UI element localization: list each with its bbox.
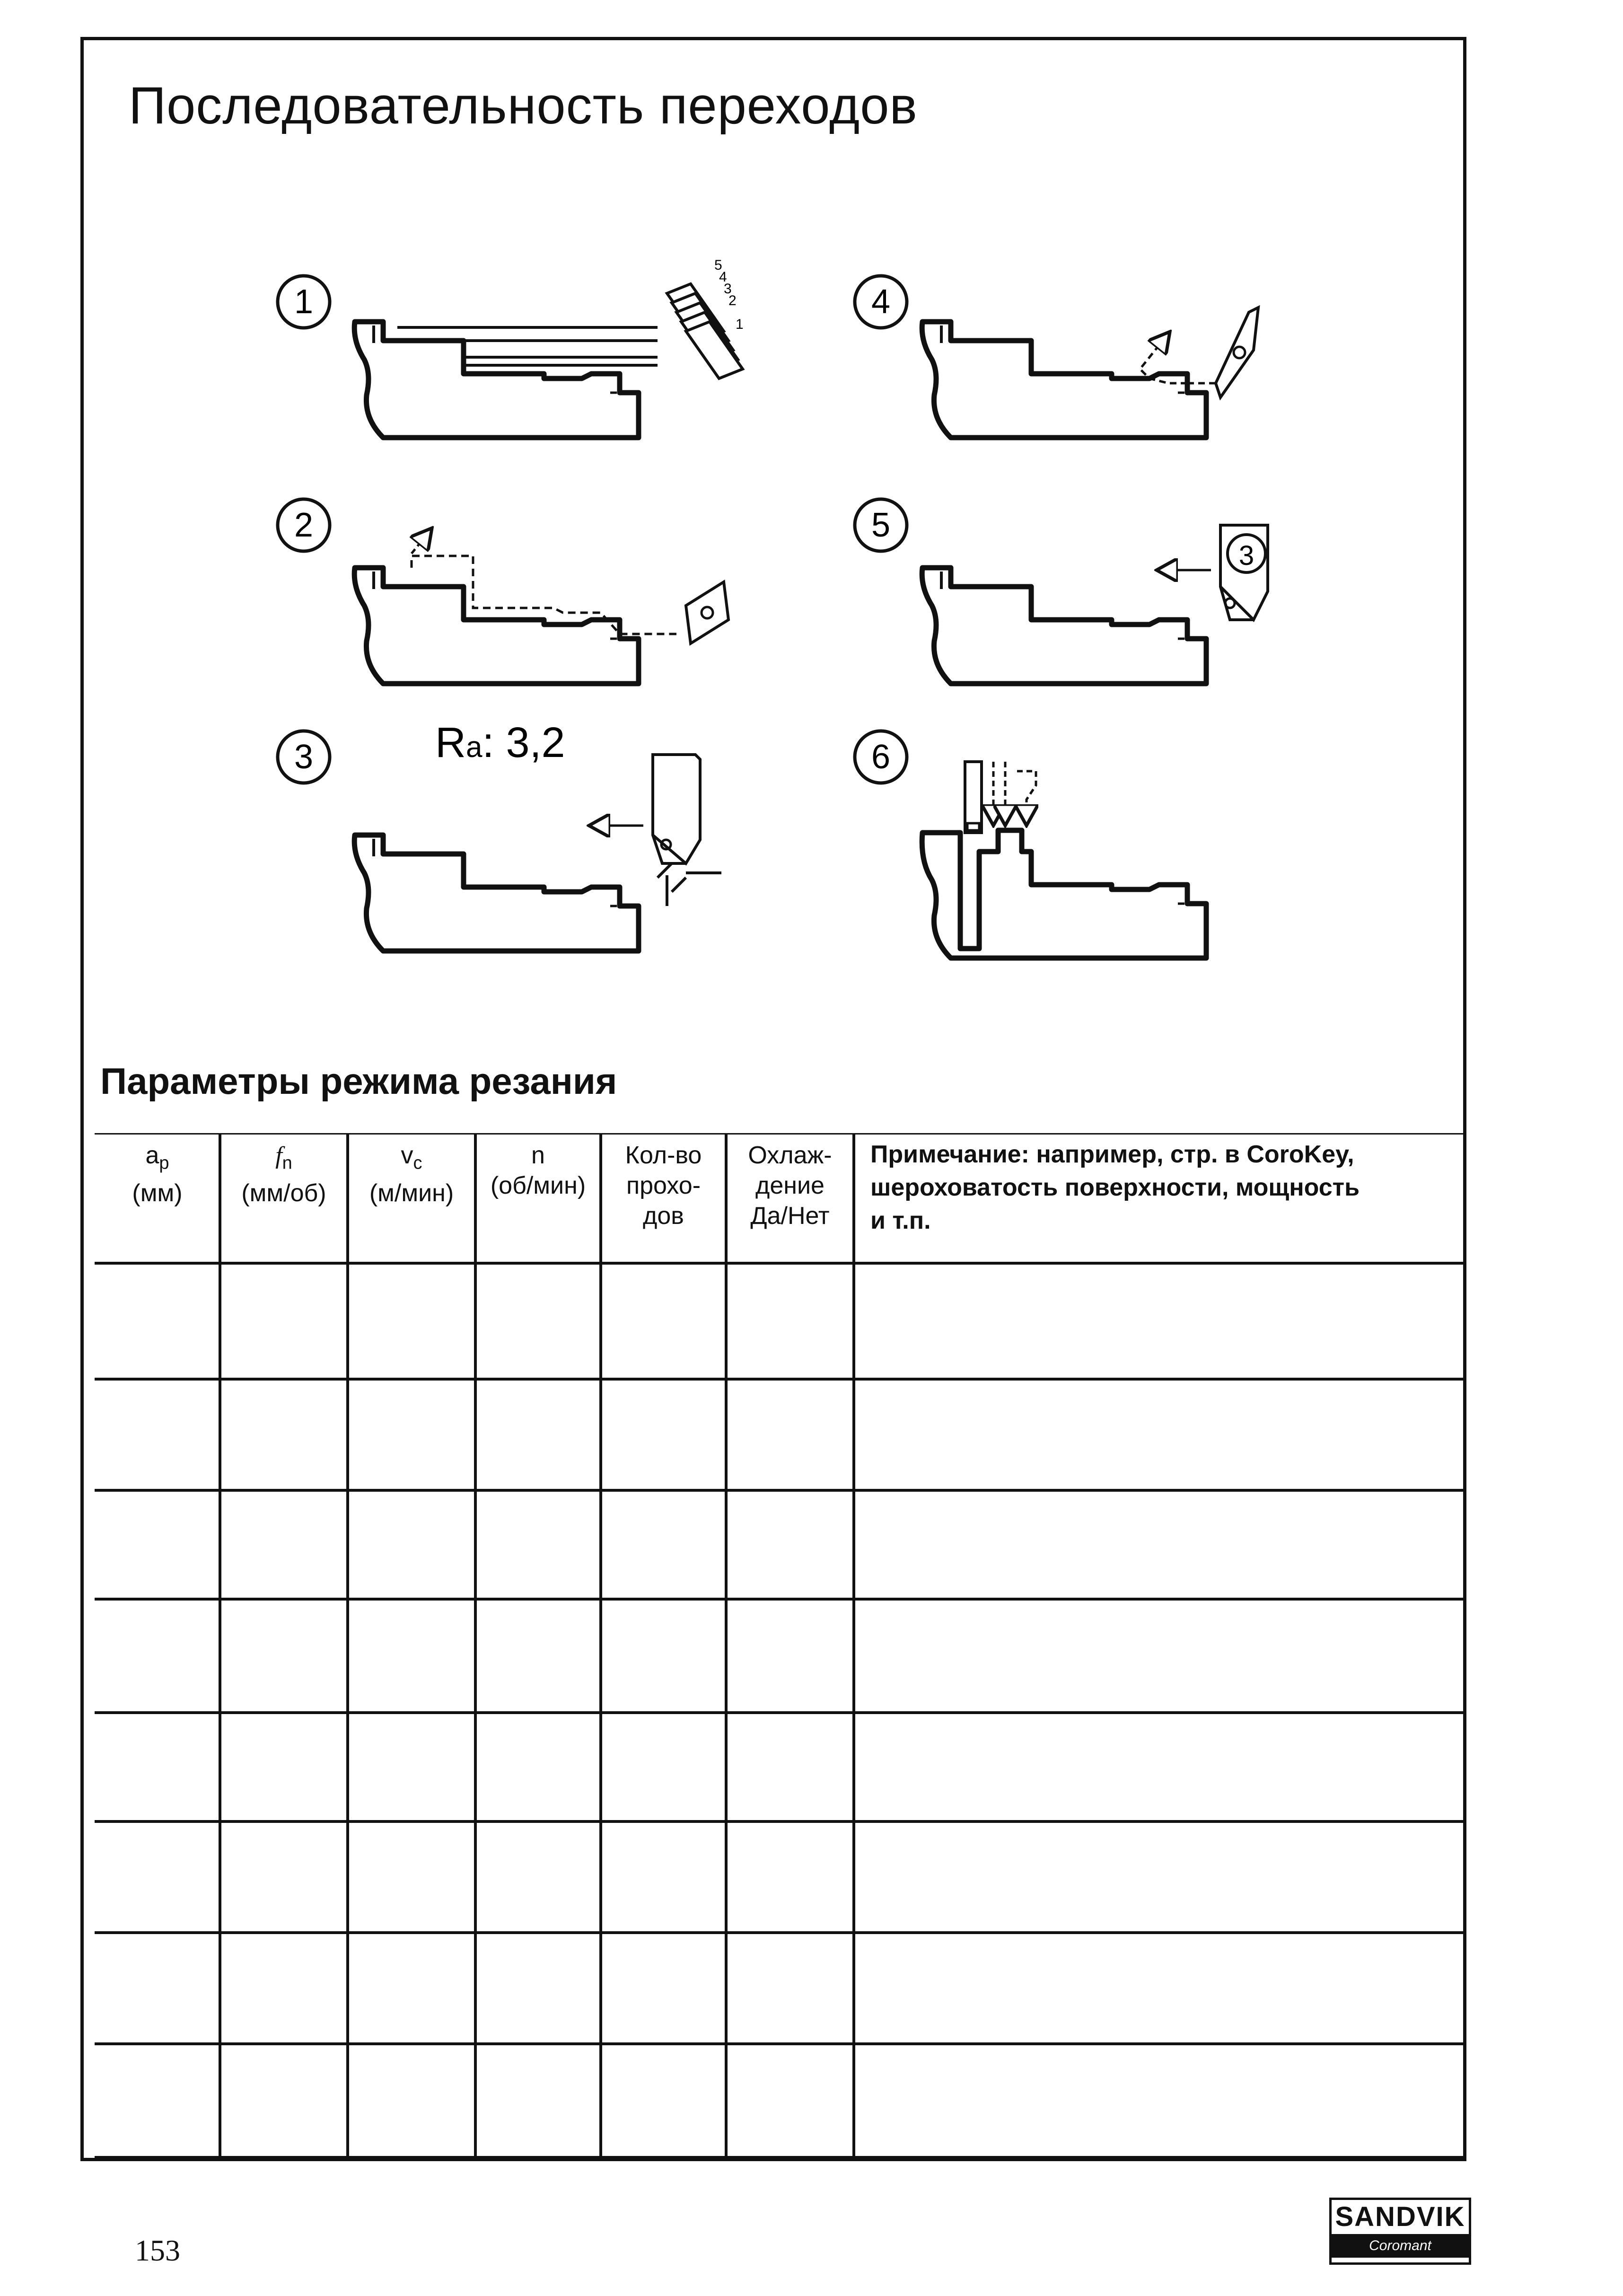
header-note: Примечание: например, стр. в CoroKey, шероховатость поверхности, мощность и т.п. — [870, 1141, 1360, 1234]
pass-label: 3 — [724, 281, 732, 297]
cutting-parameters-table — [95, 1133, 1466, 2174]
pass-label: 2 — [728, 293, 737, 308]
step-6 — [855, 731, 1206, 958]
sandvik-logo: SANDVIK Coromant — [1329, 2198, 1471, 2265]
step-4 — [855, 276, 1258, 438]
pass-label: 5 — [714, 257, 722, 273]
step-5 — [855, 499, 1268, 684]
pass-label: 4 — [719, 269, 727, 285]
header-passes: Кол-во прохо- дов — [625, 1142, 702, 1230]
step-3-number: 3 — [294, 738, 314, 776]
insert-icon — [1216, 308, 1258, 397]
header-n: n (об/мин) — [490, 1142, 586, 1199]
section-title: Параметры режима резания — [100, 1060, 617, 1102]
parting-tool-icon — [965, 762, 982, 833]
page-title: Последовательность переходов — [129, 77, 918, 135]
parting-workpiece — [922, 762, 1206, 958]
roughness-label: Ra: 3,2 — [435, 719, 565, 766]
page-number: 153 — [135, 2234, 180, 2267]
step-4-number: 4 — [871, 283, 891, 321]
pass-label: 1 — [736, 317, 744, 332]
header-fn: $f_n$ (мм/об) — [241, 1142, 326, 1207]
insert-icon — [686, 582, 728, 643]
step-1 — [278, 257, 744, 438]
step-1-number: 1 — [294, 283, 314, 321]
turning-tool-icon — [653, 755, 721, 906]
step-6-number: 6 — [871, 738, 891, 776]
step-2-number: 2 — [294, 506, 314, 544]
header-vc: $v_c$ (м/мин) — [369, 1142, 454, 1207]
header-coolant: Охлаж- дение Да/Нет — [748, 1142, 832, 1230]
operations-diagram — [0, 0, 1623, 1041]
turning-tool-icon — [1220, 525, 1268, 620]
step-3 — [278, 719, 721, 951]
step-5-number: 5 — [871, 506, 891, 544]
header-ap: $a_p$ (мм) — [132, 1142, 183, 1207]
svg-text:3: 3 — [1238, 540, 1255, 571]
step-2 — [278, 499, 728, 684]
